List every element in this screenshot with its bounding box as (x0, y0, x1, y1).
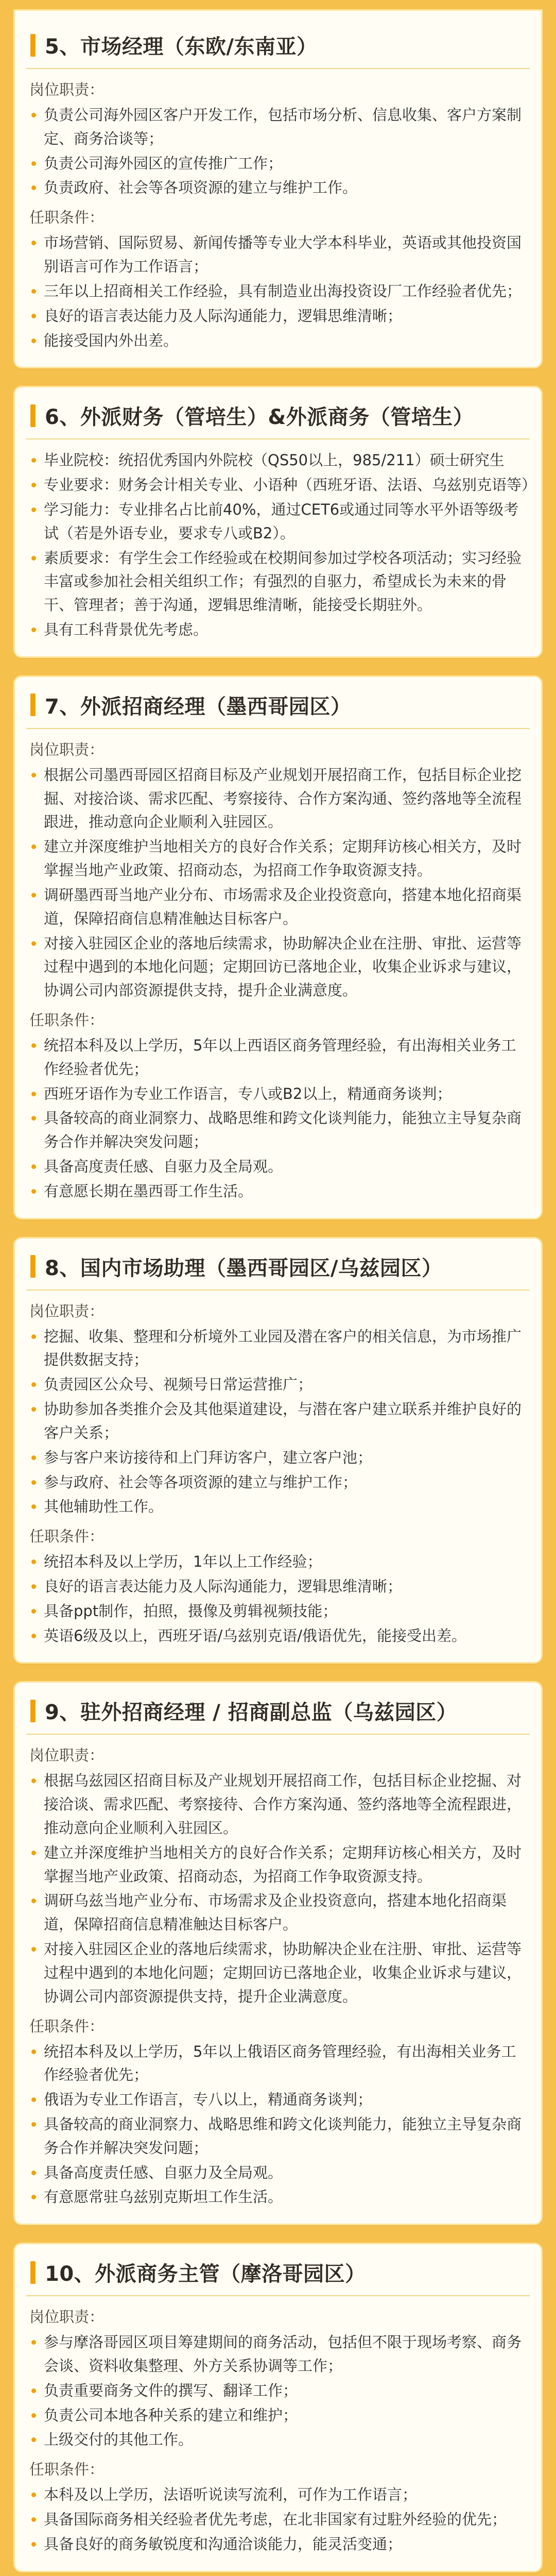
list-item: 西班牙语作为专业工作语言，专八或B2以上，精通商务谈判； (26, 1082, 530, 1106)
list-item: 具有工科背景优先考虑。 (26, 618, 530, 642)
list-item: 具备国际商务相关经验者优先考虑，在北非国家有过駐外经验的优先； (26, 2508, 530, 2532)
job-title: 6、外派财务（管培生）&外派商务（管培生） (45, 405, 474, 430)
job-title: 8、国内市场助理（墨西哥园区/乌兹园区） (45, 1256, 443, 1280)
list-item: 市场营销、国际贸易、新闻传播等专业大学本科毕业，英语或其他投资国别语言可作为工作语言； (26, 231, 530, 279)
list-item: 协助参加各类推介会及其他渠道建设，与潜在客户建立联系并维护良好的客户关系； (26, 1398, 530, 1445)
requirement-list (26, 104, 530, 200)
list-item: 负责重要商务文件的撰写、翻译工作； (26, 2379, 530, 2403)
job-title: 9、驻外招商经理 / 招商副总监（乌兹园区） (45, 1701, 458, 1725)
requirement-list (26, 1769, 530, 2008)
list-item: 统招本科及以上学历，5年以上俄语区商务管理经验，有出海相关业务工作经验者优先； (26, 2040, 530, 2088)
job-title: 10、外派商务主管（摩洛哥园区） (45, 2262, 366, 2286)
list-item: 负责公司本地各种关系的建立和维护； (26, 2404, 530, 2428)
list-item: 具备较高的商业洞察力、战略思维和跨文化谈判能力，能独立主导复杂商务合作并解决突发问题； (26, 1107, 530, 1154)
list-item: 参与客户来访接待和上门拜访客户，建立客户池； (26, 1446, 530, 1470)
list-item: 挖掘、收集、整理和分析境外工业园及潜在客户的相关信息，为市场推广提供数据支持； (26, 1325, 530, 1372)
section-label: 任职条件： (29, 1011, 105, 1029)
job-card-header (26, 2244, 530, 2295)
list-item: 具备高度责任感、自驱力及全局观。 (26, 1155, 530, 1179)
list-item: 统招本科及以上学历，1年以上工作经验； (26, 1550, 530, 1574)
list-item: 建立并深度维护当地相关方的良好合作关系；定期拜访核心相关方，及时掌握当地产业政策、招商动态，为招商工作争取资源支持。 (26, 835, 530, 883)
list-item: 具备ppt制作，拍照，摄像及剪辑视频技能； (26, 1600, 530, 1623)
section-label: 岗位职责： (29, 1302, 105, 1320)
list-item: 英语6级及以上，西班牙语/乌兹别克语/俄语优先，能接受出差。 (26, 1624, 530, 1648)
list-item: 有意愿长期在墨西哥工作生活。 (26, 1180, 530, 1204)
job-title: 5、市场经理（东欧/东南亚） (45, 35, 318, 59)
requirement-list (26, 2483, 530, 2556)
list-item: 具备较高的商业洞察力、战略思维和跨文化谈判能力，能独立主导复杂商务合作并解决突发问题； (26, 2113, 530, 2160)
list-item: 俄语为专业工作语言，专八以上，精通商务谈判； (26, 2088, 530, 2112)
requirement-list (26, 1034, 530, 1204)
section-label: 任职条件： (29, 2461, 105, 2479)
list-item: 负责公司海外园区客户开发工作，包括市场分析、信息收集、客户方案制定、商务洽谈等； (26, 104, 530, 151)
list-item: 本科及以上学历，法语听说读写流利，可作为工作语言； (26, 2483, 530, 2507)
list-item: 具备良好的商务敏锐度和沟通洽谈能力，能灵活变通； (26, 2533, 530, 2556)
job-card-header (26, 1683, 530, 1734)
list-item: 对接入驻园区企业的落地后续需求，协助解决企业在注册、审批、运营等过程中遇到的本地化问题；定期回访已落地企业，收集企业诉求与建议，协调公司内部资源提供支持，提升企业满意度。 (26, 932, 530, 1003)
header-divider (26, 1734, 530, 1735)
header-divider (26, 728, 530, 729)
title-accent-bar (30, 1255, 36, 1278)
list-item: 根据乌兹园区招商目标及产业规划开展招商工作，包括目标企业挖掘、对接洽谈、需求匹配、考察接待、合作方案沟通、签约落地等全流程跟进，推动意向企业顺利入驻园区。 (26, 1769, 530, 1840)
list-item: 建立并深度维护当地相关方的良好合作关系；定期拜访核心相关方，及时掌握当地产业政策、招商动态，为招商工作争取资源支持。 (26, 1841, 530, 1889)
requirement-list (26, 449, 537, 642)
list-item: 负责公司海外园区的宣传推广工作； (26, 152, 530, 176)
section-label: 任职条件： (29, 1528, 105, 1546)
list-item: 专业要求：财务会计相关专业、小语种（西班牙语、法语、乌兹别克语等） (26, 473, 530, 497)
requirement-list (26, 2331, 530, 2452)
job-card (13, 675, 543, 1219)
section-label: 任职条件： (29, 2017, 105, 2035)
list-item: 良好的语言表达能力及人际沟通能力，逻辑思维清晰； (26, 304, 530, 328)
list-item: 对接入驻园区企业的落地后续需求，协助解决企业在注册、审批、运营等过程中遇到的本地化问题；定期回访已落地企业，收集企业诉求与建议，协调公司内部资源提供支持，提升企业满意度。 (26, 1938, 530, 2008)
requirement-list (26, 2040, 530, 2210)
header-divider (26, 2295, 530, 2296)
requirement-list (26, 1550, 530, 1648)
list-item: 毕业院校：统招优秀国内外院校（QS50以上，985/211）硕士研究生 (26, 449, 530, 472)
header-divider (26, 1290, 530, 1291)
title-accent-bar (30, 404, 36, 427)
section-label: 岗位职责： (29, 2308, 105, 2326)
list-item: 负责园区公众号、视频号日常运营推广； (26, 1373, 530, 1397)
job-card-header (26, 677, 530, 728)
list-item: 能接受国内外出差。 (26, 329, 530, 353)
section-label: 岗位职责： (29, 740, 105, 758)
header-divider (26, 68, 530, 69)
requirement-list (26, 764, 530, 1003)
list-item: 参与政府、社会等各项资源的建立与维护工作； (26, 1471, 530, 1495)
list-item: 负责政府、社会等各项资源的建立与维护工作。 (26, 176, 530, 200)
list-item: 统招本科及以上学历，5年以上西语区商务管理经验，有出海相关业务工作经验者优先； (26, 1034, 530, 1081)
section-label: 任职条件： (29, 209, 105, 227)
title-accent-bar (30, 693, 36, 716)
requirement-list (26, 1325, 530, 1519)
job-card-header (26, 387, 530, 438)
list-item: 良好的语言表达能力及人际沟通能力，逻辑思维清晰； (26, 1575, 530, 1599)
job-card (13, 9, 543, 368)
job-card (13, 1681, 543, 2225)
title-accent-bar (30, 2261, 36, 2284)
list-item: 有意愿常驻乌兹别克斯坦工作生活。 (26, 2185, 530, 2209)
list-item: 素质要求：有学生会工作经验或在校期间参加过学校各项活动；实习经验丰富或参加社会相关组织工作；有强烈的自驱力，希望成长为未来的骨干、管理者；善于沟通，逻辑思维清晰，能接受长期驻外。 (26, 547, 530, 617)
job-card-header (26, 1239, 530, 1290)
job-title: 7、外派招商经理（墨西哥园区） (45, 694, 352, 719)
requirement-list (26, 231, 530, 352)
title-accent-bar (30, 34, 36, 57)
list-item: 三年以上招商相关工作经验，具有制造业出海投资设厂工作经验者优先； (26, 280, 530, 303)
list-item: 学习能力：专业排名占比前40%，通过CET6或通过同等水平外语等级考试（若是外语专业，要求专八或B2）。 (26, 498, 530, 546)
section-label: 岗位职责： (29, 81, 105, 98)
job-card (13, 2243, 543, 2572)
list-item: 其他辅助性工作。 (26, 1495, 530, 1519)
list-item: 上级交付的其他工作。 (26, 2428, 530, 2452)
job-card (13, 1237, 543, 1664)
section-label: 岗位职责： (29, 1747, 105, 1765)
list-item: 具备高度责任感、自驱力及全局观。 (26, 2161, 530, 2185)
job-card (13, 386, 543, 658)
list-item: 根据公司墨西哥园区招商目标及产业规划开展招商工作，包括目标企业挖掘、对接洽谈、需求匹配、考察接待、合作方案沟通、签约落地等全流程跟进，推动意向企业顺利入驻园区。 (26, 764, 530, 834)
job-card-header (26, 17, 530, 68)
header-divider (26, 438, 530, 439)
list-item: 参与摩洛哥园区项目筹建期间的商务活动，包括但不限于现场考察、商务会谈、资料收集整理、外方关系协调等工作； (26, 2331, 530, 2378)
title-accent-bar (30, 1700, 36, 1722)
list-item: 调研乌兹当地产业分布、市场需求及企业投资意向，搭建本地化招商渠道，保障招商信息精准触达目标客户。 (26, 1889, 530, 1937)
list-item: 调研墨西哥当地产业分布、市场需求及企业投资意向，搭建本地化招商渠道，保障招商信息精准触达目标客户。 (26, 884, 530, 931)
